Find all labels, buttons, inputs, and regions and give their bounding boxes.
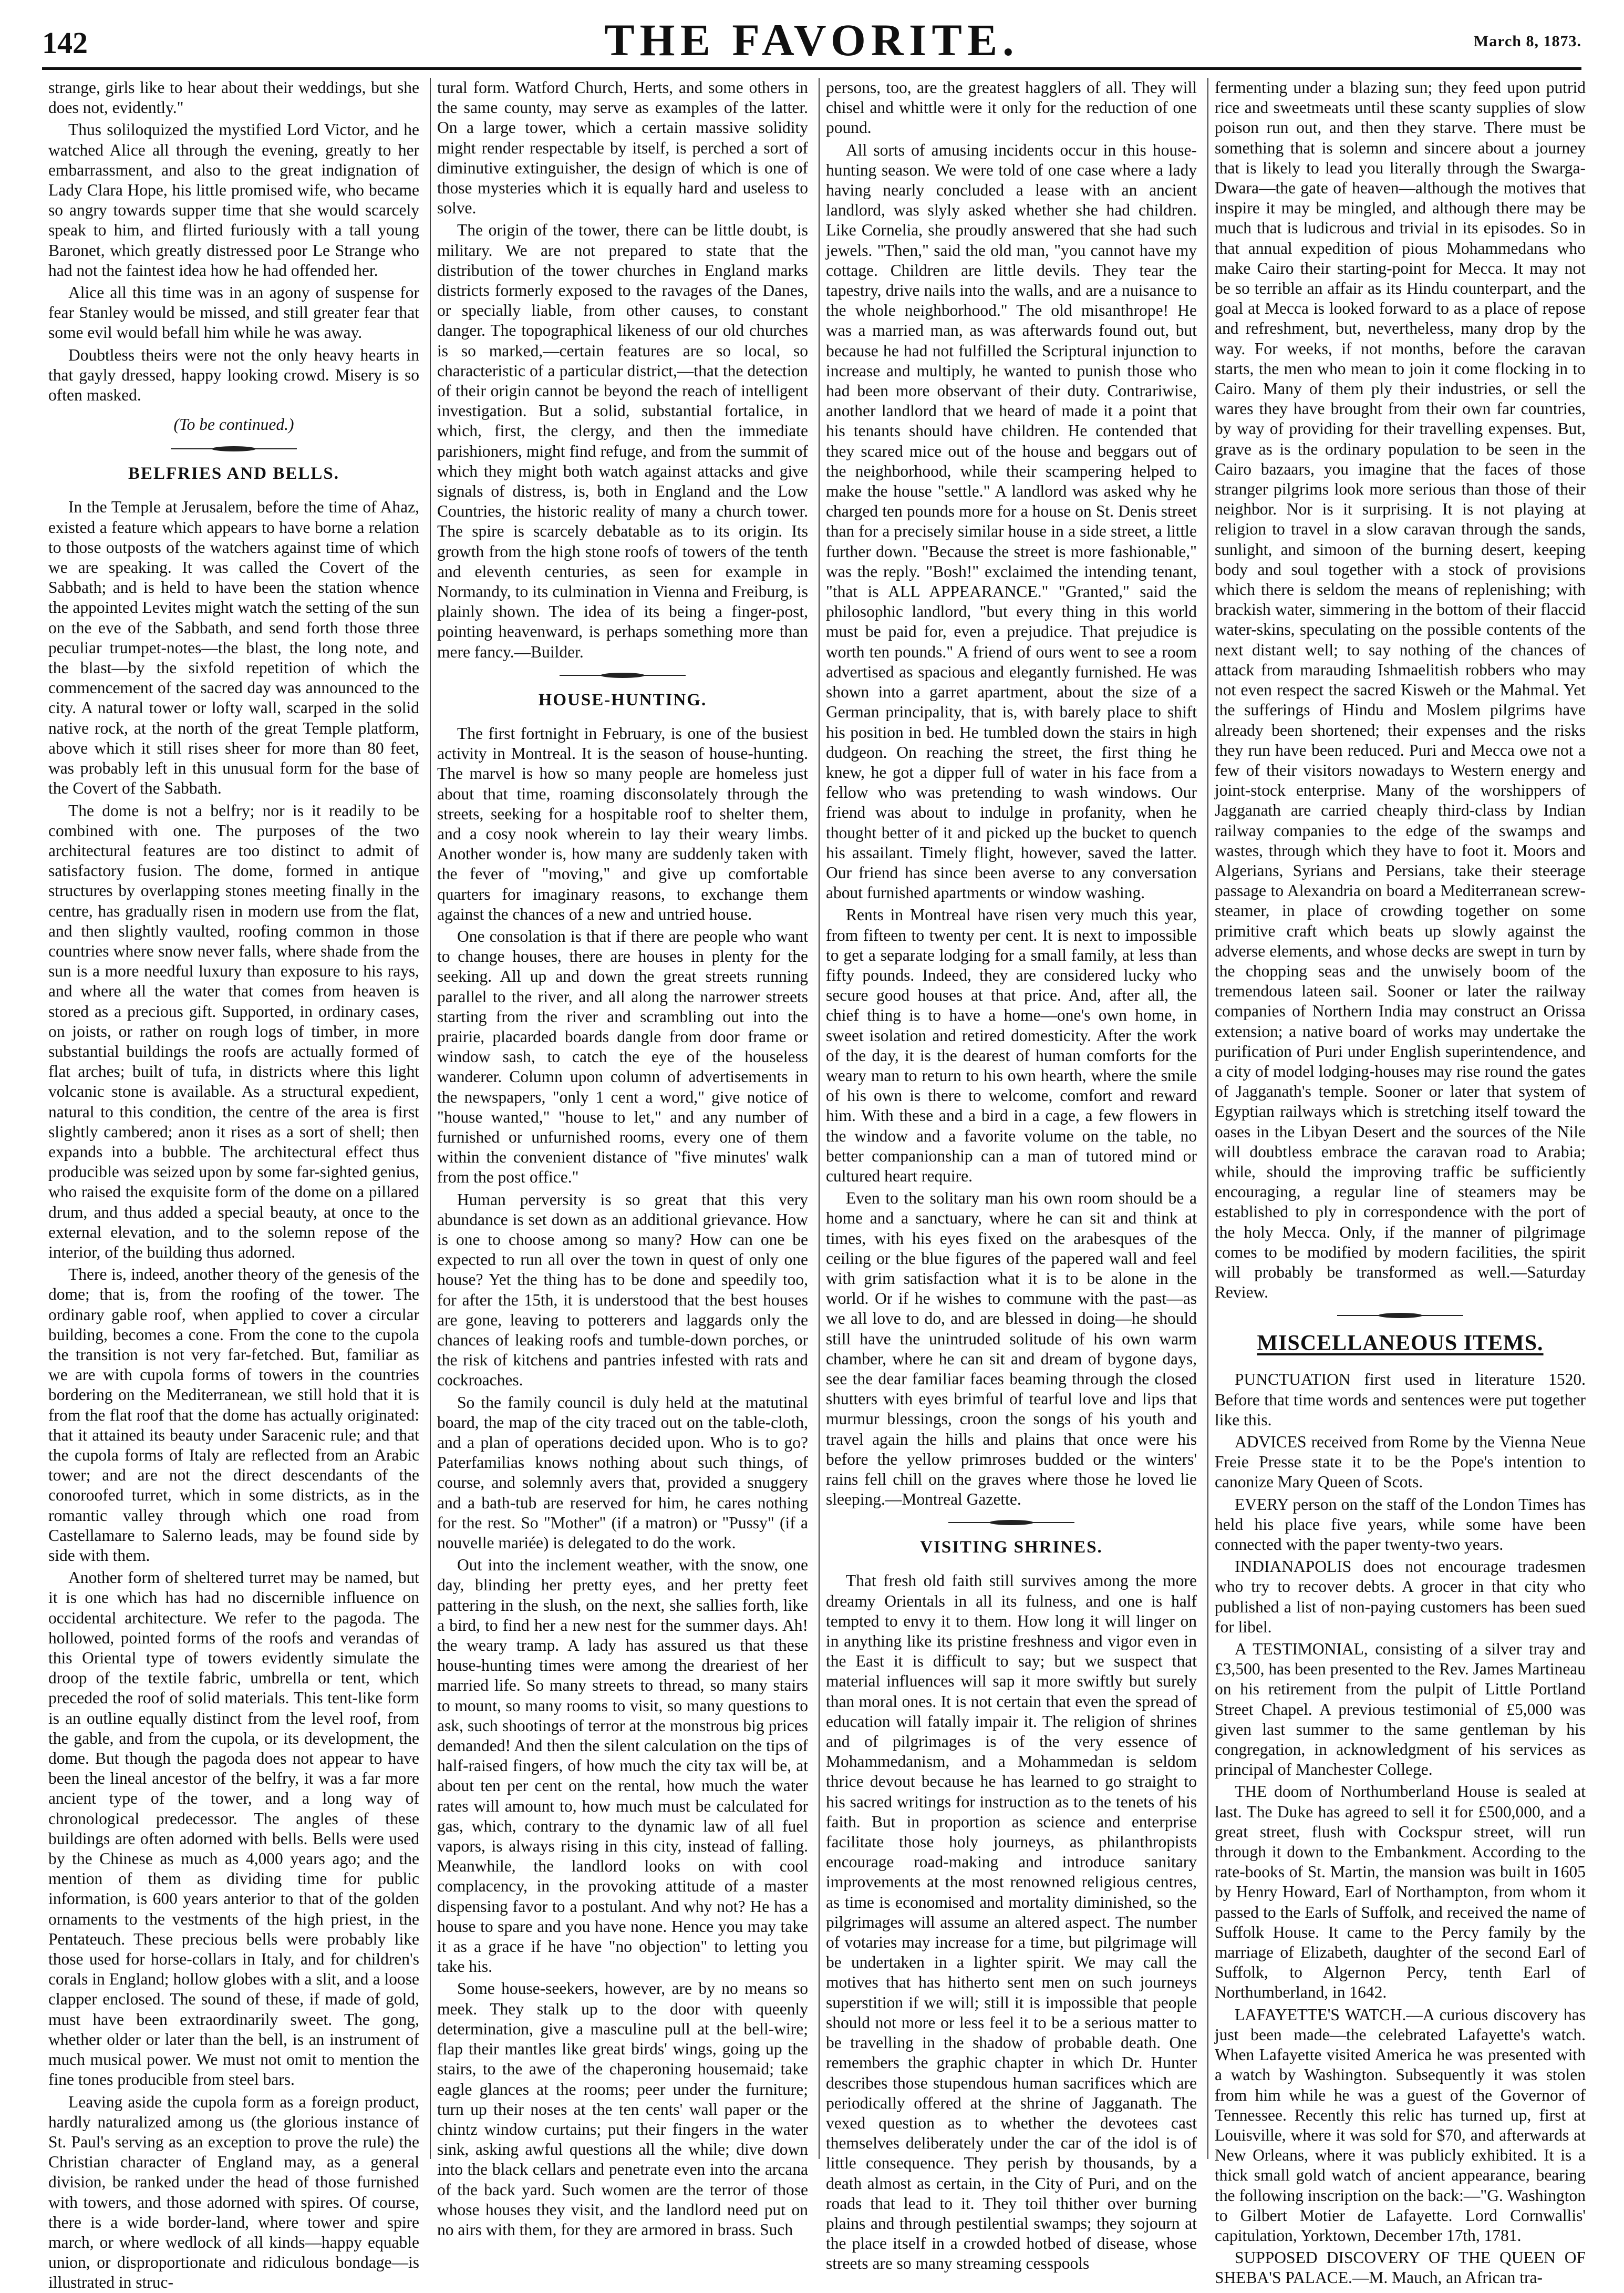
paragraph: strange, girls like to hear about their weddings, but she does not, evidently."	[48, 78, 419, 117]
masthead-rule	[42, 67, 1581, 70]
section-ornament	[560, 672, 686, 679]
article-heading: BELFRIES AND BELLS.	[128, 464, 340, 484]
paragraph: Doubtless theirs were not the only heavy hearts in that gayly dressed, happy looking crowd. Misery is so often masked.	[48, 345, 419, 405]
masthead	[42, 9, 1581, 65]
column-4	[1215, 78, 1586, 2287]
news-item: A TESTIMONIAL, consisting of a silver tray and £3,500, has been presented to the Rev. James Martineau on his retirement from the pulpit of Little Portland Street Chapel. A previous testimonial of £5,000 was given last summer to the same gentleman by his congregation, in acknowledgment of his services as principal of Manchester College.	[1215, 1640, 1586, 1779]
section-ornament	[1337, 1312, 1463, 1319]
paragraph: Human perversity is so great that this very abundance is set down as an additional grievance. How is one to choose among so many? How can one be expected to run all over the town in quest of only one house? Yet the thing has to be done and speedily too, for after the 15th, it is understood that the best houses are gone, leaving to potterers and laggards only the chances of leaking roofs and tumble-down porches, or the risk of kitchens and pantries infested with rats and cockroaches.	[437, 1190, 808, 1390]
paragraph: In the Temple at Jerusalem, before the time of Ahaz, existed a feature which appears to have borne a relation to those outposts of the watchers against time of which we are speaking. It was called the Covert of the Sabbath; and is held to have been the station whence the appointed Levites might watch the setting of the sun on the eve of the Sabbath, and send forth those three peculiar trumpet-notes—the blast, the long note, and the blast—by the sixfold repetition of which the commencement of the sacred day was announced to the city. A natural tower or lofty wall, scarped in the solid native rock, at the north of the great Temple platform, above which it still rises sheer for more than 80 feet, was probably left in this unusual form for the base of the Covert of the Sabbath.	[48, 498, 419, 798]
newspaper-title: THE FAVORITE.	[604, 15, 1019, 65]
column-divider	[819, 78, 820, 2159]
issue-date: March 8, 1873.	[1473, 33, 1581, 50]
section-ornament	[171, 445, 297, 453]
column-divider	[430, 78, 431, 2159]
paragraph: Some house-seekers, however, are by no means so meek. They stalk up to the door with queenly determination, give a masculine pull at the bell-wire; flap their mantles like great birds' wings, going up the stairs, to the awe of the chaperoning housemaid; take eagle glances at the rooms; peer under the furniture; turn up their noses at the ten cents' wall paper or the chintz window curtains; put their fingers in the water sink, asking awful questions all the while; dive down into the black cellars and penetrate even into the arcana of the back yard. Such women are the terror of those whose houses they visit, and the landlord need put on no airs with them, for they are armored in brass. Such	[437, 1979, 808, 2239]
news-item: EVERY person on the staff of the London Times has held his place five years, while some have been connected with the paper twenty-two years.	[1215, 1495, 1586, 1554]
paragraph: persons, too, are the greatest hagglers of all. They will chisel and whittle were it only for the reduction of one pound.	[826, 78, 1197, 137]
paragraph: The origin of the tower, there can be little doubt, is military. We are not prepared to state that the distribution of the tower churches in England marks districts formerly exposed to the ravages of the Danes, or specially liable, from other causes, to constant danger. The topographical likeness of our old churches is so marked,—certain features are so local, so characteristic of a particular district,—that the detection of their origin cannot be beyond the reach of intelligent investigation. But a solid, substantial fortalice, in which, first, the clergy, and then the immediate parishioners, might find refuge, and from the summit of which they might both watch against attacks and give signals of distress, is, both in England and the Low Countries, the historic reality of many a church tower. The spire is scarcely debatable as to its origin. Its growth from the high stone roofs of towers of the tenth and eleventh centuries, as seen for example in Normandy, to its culmination in Vienna and Freiburg, is plainly shown. The idea of its being a finger-post, pointing heavenward, is perhaps something more than mere fancy.—Builder.	[437, 221, 808, 661]
news-item: ADVICES received from Rome by the Vienna Neue Freie Presse state it to be the Pope's intention to canonize Mary Queen of Scots.	[1215, 1433, 1586, 1492]
paragraph: One consolation is that if there are people who want to change houses, there are houses in plenty for the seeking. All up and down the great streets running parallel to the river, and all along the narrower streets starting from the river and scrambling out into the prairie, placarded boards dangle from door frame or window sash, to catch the eye of the houseless wanderer. Column upon column of advertisements in the newspapers, "only 1 cent a word," give notice of "house wanted," "house to let," and any number of furnished or unfurnished rooms, every one of them within the convenient distance of "five minutes' walk from the post office."	[437, 927, 808, 1187]
column-2	[437, 78, 808, 2239]
page-number: 142	[42, 26, 88, 60]
paragraph: So the family council is duly held at the matutinal board, the map of the city traced out on the table-cloth, and a plan of operations decided upon. Who is to go? Paterfamilias knows nothing about such things, of course, and solemnly avers that, provided a snuggery and a bath-tub are reserved for him, he cares nothing for the rest. So "Mother" (if a matron) or "Pussy" (if a nouvelle mariée) is delegated to do the work.	[437, 1393, 808, 1552]
news-item: INDIANAPOLIS does not encourage tradesmen who try to recover debts. A grocer in that city who published a list of non-paying customers has been sued for libel.	[1215, 1557, 1586, 1636]
paragraph: Another form of sheltered turret may be named, but it is one which has had no discernible influence on occidental architecture. We refer to the pagoda. The hollowed, pointed forms of the roofs and verandas of this Oriental type of towers evidently simulate the droop of the textile fabric, umbrella or tent, which preceded the roof of solid materials. This tent-like form is an outline equally distinct from the level roof, from the gable, and from the cupola, or its development, the dome. But though the pagoda does not appear to have been the lineal ancestor of the belfry, it was a far more ancient type of the tower, and a long way of chronological predecessor. The angles of these buildings are often adorned with bells. Bells were used by the Chinese as much as 4,000 years ago; and the mention of them as dividing time for public information, is 600 years anterior to that of the golden ornaments to the vestments of the high priest, in the Pentateuch. These precious bells were probably like those used for horse-collars in Italy, and for children's corals in England; hollow globes with a slit, and a loose clapper enclosed. The sound of these, if made of gold, must have been extraordinarily sweet. The gong, whether older or later than the bell, is an instrument of much musical power. We must not omit to mention the fine tones producible from steel bars.	[48, 1568, 419, 2089]
paragraph: There is, indeed, another theory of the genesis of the dome; that is, from the roofing of the tower. The ordinary gable roof, when applied to cover a circular building, becomes a cone. From the cone to the cupola the transition is not very far-fetched. But, familiar as we are with cupola forms of towers in the countries bordering on the Mediterranean, we still hold that it is from the flat roof that the dome has actually originated: that it attained its beauty under Saracenic rule; and that the cupola forms of Italy are reflected from an Arabic tower; and are not the direct descendants of the conoroofed turret, which in some districts, as in the romantic valley through which one road from Castellamare to Salerno leads, may be found side by side with them.	[48, 1265, 419, 1565]
paragraph: fermenting under a blazing sun; they feed upon putrid rice and sweetmeats until these scanty supplies of slow poison run out, and then they starve. There must be something that is solemn and sincere about a journey that is likely to lead you literally through the Swarga-Dwara—the gate of heaven—although the motives that inspire it may be mingled, and although there may be much that is ludicrous and trivial in its episodes. So in that annual expedition of pious Mohammedans who make Cairo their starting-point for Mecca. It may not be so terrible an affair as its Hindu counterpart, and the goal at Mecca is looked forward to as a place of repose and refreshment, but, nevertheless, many drop by the way. For weeks, if not months, before the caravan starts, the men who mean to join it come flocking in to Cairo. Many of them ply their industries, or sell the wares they have brought from their own far countries, by way of providing for their travelling expenses. But, grave as is the ordinary population to be seen in the Cairo bazaars, you imagine that the faces of those stranger pilgrims look more serious than those of their neighbor. Nor is it surprising. It is not playing at religion to travel in a slow caravan through the sands, sunlight, and simoon of the burning desert, keeping body and soul together with a stock of provisions which there is seldom the means of replenishing; with brackish water, simmering in the bottom of their flaccid water-skins, speculating on the possible contents of the next distant well; to say nothing of the chances of attack from marauding Ishmaelitish robbers who may not even respect the sacred Kisweh or the Mahmal. Yet the sufferings of Hindu and Moslem pilgrims have already been shortened; their expenses and the risks they run have been reduced. Puri and Mecca owe not a few of their visitors nowadays to Western energy and joint-stock enterprise. Many of the worshippers of Jagganath are carried cheaply third-class by Indian railway companies to the edge of the swamps and wastes, through which they have to foot it. Moors and Algerians, Syrians and Persians, take their steerage passage to Alexandria on board a Mediterranean screw-steamer, in place of crowding together on some primitive craft which beats up slowly against the adverse elements, and whose decks are swept in turn by the chopping seas and the unwisely boom of the tremendous lateen sail. Sooner or later the railway companies of Northern India may construct an Orissa extension; a native board of works may undertake the purification of Puri under English superintendence, and a city of model lodging-houses may rise round the gates of Jagganath's temple. Sooner or later that system of Egyptian railways which is stretching itself toward the oases in the Libyan Desert and the sources of the Nile will doubtless embrace the caravan road to Arabia; while, should the improving traffic be sufficiently encouraging, a regular line of steamers may be established to ply in correspondence with the port of the holy Mecca. Only, if the manner of pilgrimage comes to be modified by modern facilities, the spirit will probably be transformed as well.—Saturday Review.	[1215, 78, 1586, 1302]
news-item: SUPPOSED DISCOVERY OF THE QUEEN OF SHEBA'S PALACE.—M. Mauch, an African tra-	[1215, 2248, 1586, 2287]
paragraph: Alice all this time was in an agony of suspense for fear Stanley would be missed, and still greater fear that some evil would befall him while he was away.	[48, 283, 419, 342]
article-heading: VISITING SHRINES.	[920, 1538, 1103, 1557]
paragraph: That fresh old faith still survives among the more dreamy Orientals in all its fulness, and one is half tempted to envy it to them. How long it will linger on in anything like its pristine freshness and vigor even in the East it is difficult to say; but we suspect that material influences will sap it more swiftly but surely than moral ones. It is not certain that even the spread of education will fatally impair it. The religion of shrines and of pilgrimages is of the very essence of Mohammedanism, and a Mohammedan is seldom thrice devout because he has learned to go straight to his sacred writings for instruction as to the tenets of his faith. But in proportion as science and enterprise facilitate those holy journeys, as philanthropists encourage road-making and introduce sanitary improvements at the most renowned religious centres, as time is economised and mortality diminished, so the pilgrimages will assume an altered aspect. The number of votaries may increase for a time, but pilgrimage will be undertaken in a lighter spirit. We may call the motives that has hitherto sent men on such journeys superstition if we will; still it is impossible that people should not more or less feel it to be a serious matter to be travelling in the shadow of probable death. One remembers the graphic chapter in which Dr. Hunter describes those stupendous human sacrifices which are periodically offered at the shrine of Jagganath. The vexed question as to whether the devotees cast themselves deliberately under the car of the idol is of little consequence. They perish by thousands, by a death almost as certain, in the City of Puri, and on the roads that lead to it. They toil thither over burning plains and through pestilential swamps; they sojourn at the place itself in a crowded hotbed of disease, whose streets are so many streaming cesspools	[826, 1571, 1197, 2273]
paragraph: The dome is not a belfry; nor is it readily to be combined with one. The purposes of the two architectural features are too distinct to admit of satisfactory fusion. The dome, formed in antique structures by overlapping stones meeting finally in the centre, has gradually risen in modern use from the flat, and then slightly vaulted, roofing common in those countries where snow never falls, where shade from the sun is a more needful luxury than exposure to his rays, and where all the water that comes from heaven is stored as a precious gift. Supported, in ordinary cases, on joists, or rather on rough logs of timber, in more substantial buildings the roofs are actually formed of flat arches; built of tufa, in districts where this light volcanic stone is available. As a structural expedient, natural to this condition, the centre of the area is first slightly cambered; anon it rises as a sort of shell; then expands into a bubble. The architectural effect thus producible was seized upon by some far-sighted genius, who raised the exquisite form of the dome on a pillared drum, and thus added a special beauty, at once to the external elevation, and to the solemn repose of the interior, of the building thus adorned.	[48, 801, 419, 1261]
paragraph: The first fortnight in February, is one of the busiest activity in Montreal. It is the season of house-hunting. The marvel is how so many people are homeless just about that time, roaming disconsolately through the streets, seeking for a hospitable roof to shelter them, and a cosy nook wherein to lay their weary limbs. Another wonder is, how many are suddenly taken with the fever of "moving," and give up comfortable quarters for imaginary reasons, to exchange them against the chances of a new and untried house.	[437, 724, 808, 923]
paragraph: tural form. Watford Church, Herts, and some others in the same county, may serve as examples of the latter. On a large tower, which a certain massive solidity might render respectable by itself, is perched a sort of diminutive extinguisher, the design of which is one of those mysteries which it is equally hard and useless to solve.	[437, 78, 808, 218]
column-divider	[1207, 78, 1208, 2159]
column-1	[48, 78, 419, 2292]
news-item: PUNCTUATION first used in literature 1520. Before that time words and sentences were put together like this.	[1215, 1370, 1586, 1429]
article-heading: MISCELLANEOUS ITEMS.	[1257, 1331, 1544, 1356]
news-item: THE doom of Northumberland House is sealed at last. The Duke has agreed to sell it for £500,000, and a great street, flush with Cockspur street, will run through it down to the Embankment. According to the rate-books of St. Martin, the mansion was built in 1605 by Henry Howard, Earl of Northampton, from whom it passed to the Earls of Suffolk, and received the name of Suffolk House. It came to the Percy family by the marriage of Elizabeth, daughter of the second Earl of Suffolk, to Algernon Percy, tenth Earl of Northumberland, in 1642.	[1215, 1782, 1586, 2002]
continuation-note: (To be continued.)	[173, 415, 294, 434]
paragraph: Thus soliloquized the mystified Lord Victor, and he watched Alice all through the evening, greatly to her embarrassment, and also to the great indignation of Lady Clara Hope, his little promised wife, who became so angry towards supper time that she would scarcely speak to him, and flirted furiously with a tall young Baronet, which greatly distressed poor Le Strange who had not the faintest idea how he had offended her.	[48, 120, 419, 280]
article-heading: HOUSE-HUNTING.	[538, 690, 707, 710]
paragraph: All sorts of amusing incidents occur in this house-hunting season. We were told of one case where a lady having nearly concluded a lease with an ancient landlord, was slyly asked whether she had children. Like Cornelia, she proudly answered that she had such jewels. "Then," said the old man, "you cannot have my cottage. Children are little devils. They tear the tapestry, drive nails into the walls, and are a nuisance to the whole neighborhood." The old misanthrope! He was a married man, as was afterwards found out, but because he had not fulfilled the Scriptural injunction to increase and multiply, he wanted to punish those who had been more observant of their duty. Contrariwise, another landlord that we heard of made it a point that his tenants should have children. He contended that they scared mice out of the house and beggars out of the neighborhood, while their scampering helped to make the house "settle." A landlord was asked why he charged ten pounds more for a house on St. Denis street than for a precisely similar house in a side street, a little further down. "Because the street is more fashionable," was the reply. "Bosh!" exclaimed the intending tenant, "that is ALL APPEARANCE." "Granted," said the philosophic landlord, "but every thing in this world must be paid for, even a prejudice. That prejudice is worth ten pounds." A friend of ours went to see a room advertised as spacious and elegantly furnished. He was shown into a garret apartment, about the size of a German principality, that is, with barely place to shift his position in bed. He tumbled down the stairs in high dudgeon. On reaching the street, the first thing he knew, he got a dipper full of water in his face from a fellow who was pretending to wash windows. Our friend was about to indulge in profanity, when he thought better of it and picked up the bucket to quench his assailant. Timely flight, however, saved the latter. Our friend has since been averse to any conversation about furnished apartments or window washing.	[826, 140, 1197, 902]
paragraph: Leaving aside the cupola form as a foreign product, hardly naturalized among us (the glorious instance of St. Paul's serving as an exception to prove the rule) the Christian character of England may, as a general division, be ranked under the head of those furnished with towers, and those adorned with spires. Of course, there is a wide border-land, where tower and spire march, or where wedlock of all kinds—happy equable union, or disproportionate and ridiculous bondage—is illustrated in struc-	[48, 2092, 419, 2292]
news-item: LAFAYETTE'S WATCH.—A curious discovery has just been made—the celebrated Lafayette's watch. When Lafayette visited America he was presented with a watch by Washington. Subsequently it was stolen from him while he was a guest of the Governor of Tennessee. Recently this relic has turned up, first at Louisville, where it was sold for $70, and afterwards at New Orleans, where it was publicly exhibited. It is a thick small gold watch of ancient appearance, bearing the following inscription on the back:—"G. Washington to Gilbert Motier de Lafayette. Lord Cornwallis' capitulation, Yorktown, December 17th, 1781.	[1215, 2005, 1586, 2245]
paragraph: Out into the inclement weather, with the snow, one day, blinding her pretty eyes, and her pretty feet pattering in the slush, on the next, she sallies forth, like a bird, to find her a new nest for the summer days. Ah! the weary tramp. A lady has assured us that these house-hunting times were among the dreariest of her married life. So many streets to thread, so many stairs to mount, so many rooms to visit, so many questions to ask, such shootings of terror at the monstrous big prices demanded! And then the silent calculation on the tips of half-raised fingers, of how much the city tax will be, at about ten per cent on the rental, how much the water rates will amount to, how much must be calculated for gas, which, contrary to the dynamic law of all fuel vapors, is always rising in this city, instead of falling. Meanwhile, the landlord looks on with cool complacency, in the provoking attitude of a master dispensing favor to a postulant. And why not? He has a house to spare and you have none. Hence you may take it as a grace if he have "no objection" to letting you take his.	[437, 1556, 808, 1976]
paragraph: Rents in Montreal have risen very much this year, from fifteen to twenty per cent. It is next to impossible to get a separate lodging for a small family, at less than fifty pounds. Indeed, they are considered lucky who secure good houses at that price. And, after all, the chief thing is to have a home—one's own home, in sweet isolation and retired domesticity. After the work of the day, it is the dearest of human comforts for the weary man to return to his own hearth, where the smile of his own is there to welcome, comfort and reward him. With these and a bird in a cage, a few flowers in the window and a favorite volume on the table, no better companionship can a man of tutored mind or cultured heart require.	[826, 906, 1197, 1185]
column-3	[826, 78, 1197, 2273]
section-ornament	[948, 1519, 1074, 1526]
paragraph: Even to the solitary man his own room should be a home and a sanctuary, where he can sit and think at times, with his eyes fixed on the arabesques of the ceiling or the blue figures of the papered wall and feel with grim satisfaction what it is to be alone in the world. Or if he wishes to commune with the past—as we all love to do, and are blessed in doing—he should still have the unintruded solitude of his own warm chamber, where he can sit and dream of bygone days, see the dear familiar faces beaming through the closed shutters with eyes brimful of tearful love and lips that murmur blessings, croon the songs of his youth and travel again the hills and plains that once were his before the yellow primroses budded or the winters' rains fell chill on the graves where those he loved lie sleeping.—Montreal Gazette.	[826, 1189, 1197, 1509]
